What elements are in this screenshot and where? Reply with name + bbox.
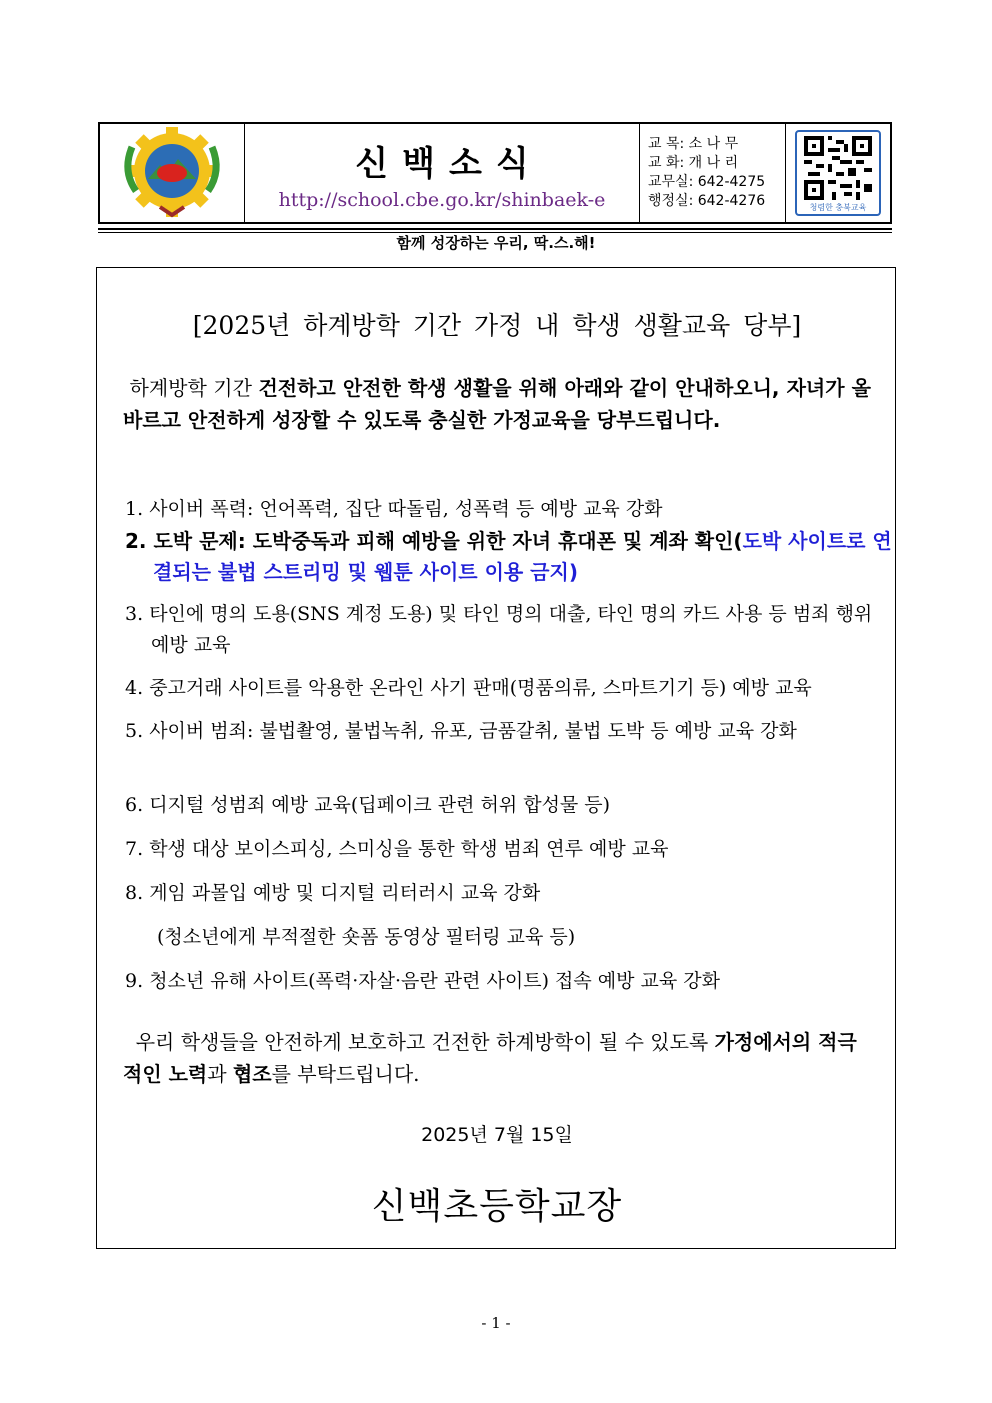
info-school-tree: 교 목: 소 나 무	[648, 136, 739, 152]
item-number: 3.	[125, 603, 144, 625]
school-emblem-icon	[112, 127, 232, 219]
page-number: - 1 -	[481, 1314, 511, 1332]
item-text: 학생 대상 보이스피싱, 스미싱을 통한 학생 범죄 연루 예방 교육	[149, 838, 669, 860]
list-item-4	[125, 673, 885, 704]
list-item-9	[125, 966, 885, 997]
school-motto: 함께 성장하는 우리, 딱.스.해!	[396, 234, 596, 252]
list-item-5	[125, 716, 885, 747]
item-number: 8.	[125, 882, 144, 904]
list-item-3	[125, 599, 885, 661]
list-item-7	[125, 834, 885, 865]
item-text: 사이버 범죄: 불법촬영, 불법녹취, 유포, 금품갈취, 불법 도박 등 예방 교육 강화	[149, 720, 797, 742]
qr-caption: 청렴한 충북교육	[809, 203, 867, 212]
list-item-2	[125, 526, 899, 588]
school-logo-cell	[100, 124, 282, 222]
qr-cell	[786, 124, 890, 222]
list-item-1	[125, 494, 885, 525]
newsletter-header	[98, 122, 892, 224]
item-number: 5.	[125, 720, 144, 742]
info-school-flower: 교 화: 개 나 리	[648, 155, 739, 171]
item-text: 중고거래 사이트를 악용한 온라인 사기 판매(명품의류, 스마트기기 등) 예방 교육	[149, 677, 812, 699]
list-item-8	[125, 878, 885, 909]
closing-plain-1: 우리 학생들을 안전하게 보호하고 건전한 하계방학이 될 수 있도록	[135, 1030, 715, 1054]
item-text: 사이버 폭력: 언어폭력, 집단 따돌림, 성폭력 등 예방 교육 강화	[149, 498, 663, 520]
item-text: 청소년 유해 사이트(폭력·자살·음란 관련 사이트) 접속 예방 교육 강화	[149, 970, 720, 992]
signer-name: 신백초등학교장	[371, 1186, 623, 1227]
intro-paragraph	[123, 372, 871, 436]
school-url-link[interactable]: http://school.cbe.go.kr/shinbaek-e	[278, 188, 606, 211]
item-text: 타인에 명의 도용(SNS 계정 도용) 및 타인 명의 대출, 타인 명의 카드 사용 등 범죄 행위 예방 교육	[149, 603, 873, 656]
list-item-6	[125, 790, 885, 821]
closing-plain-3: 를 부탁드립니다.	[271, 1062, 420, 1086]
info-teachers-office: 교무실: 642-4275	[648, 174, 766, 190]
item-highlight: 도박 사이트로 연결되는 불법 스트리밍 및 웹툰 사이트 이용 금지	[153, 529, 892, 584]
item-number: 6.	[125, 794, 144, 816]
intro-plain: 하계방학 기간	[129, 376, 259, 400]
newsletter-title: 신백소식	[355, 143, 543, 184]
title-cell	[245, 124, 640, 222]
qr-code-icon	[804, 136, 872, 200]
item-number: 1.	[125, 498, 144, 520]
info-admin-office: 행정실: 642-4276	[648, 193, 766, 209]
closing-bold-2: 협조	[232, 1062, 272, 1086]
school-info-cell	[640, 124, 786, 222]
document-title: [2025년 하계방학 기간 가정 내 학생 생활교육 당부]	[192, 311, 802, 340]
item-number: 4.	[125, 677, 144, 699]
closing-bold-1: 가정에서의 적극적인 노력	[123, 1030, 857, 1086]
item-text: 게임 과몰입 예방 및 디지털 리터러시 교육 강화	[149, 882, 541, 904]
notice-box	[96, 267, 896, 1249]
item-number: 7.	[125, 838, 144, 860]
document-date: 2025년 7월 15일	[421, 1124, 573, 1146]
emblem-text: 신 백	[258, 164, 282, 175]
closing-plain-2: 과	[207, 1062, 233, 1086]
item-text: 디지털 성범죄 예방 교육(딥페이크 관련 허위 합성물 등)	[149, 794, 611, 816]
item-tail: )	[568, 560, 578, 584]
item-text: 도박 문제: 도박중독과 피해 예방을 위한 자녀 휴대폰 및 계좌 확인(	[153, 529, 743, 553]
list-item-8-sub: (청소년에게 부적절한 숏폼 동영상 필터링 교육 등)	[157, 926, 576, 948]
intro-bold: 건전하고 안전한 학생 생활을 위해 아래와 같이 안내하오니, 자녀가 올바르고 안전하게 성장할 수 있도록 충실한 가정교육을 당부드립니다.	[123, 376, 872, 432]
item-number: 2.	[125, 529, 147, 553]
qr-frame[interactable]	[795, 130, 881, 216]
item-number: 9.	[125, 970, 144, 992]
closing-paragraph	[123, 1026, 871, 1090]
